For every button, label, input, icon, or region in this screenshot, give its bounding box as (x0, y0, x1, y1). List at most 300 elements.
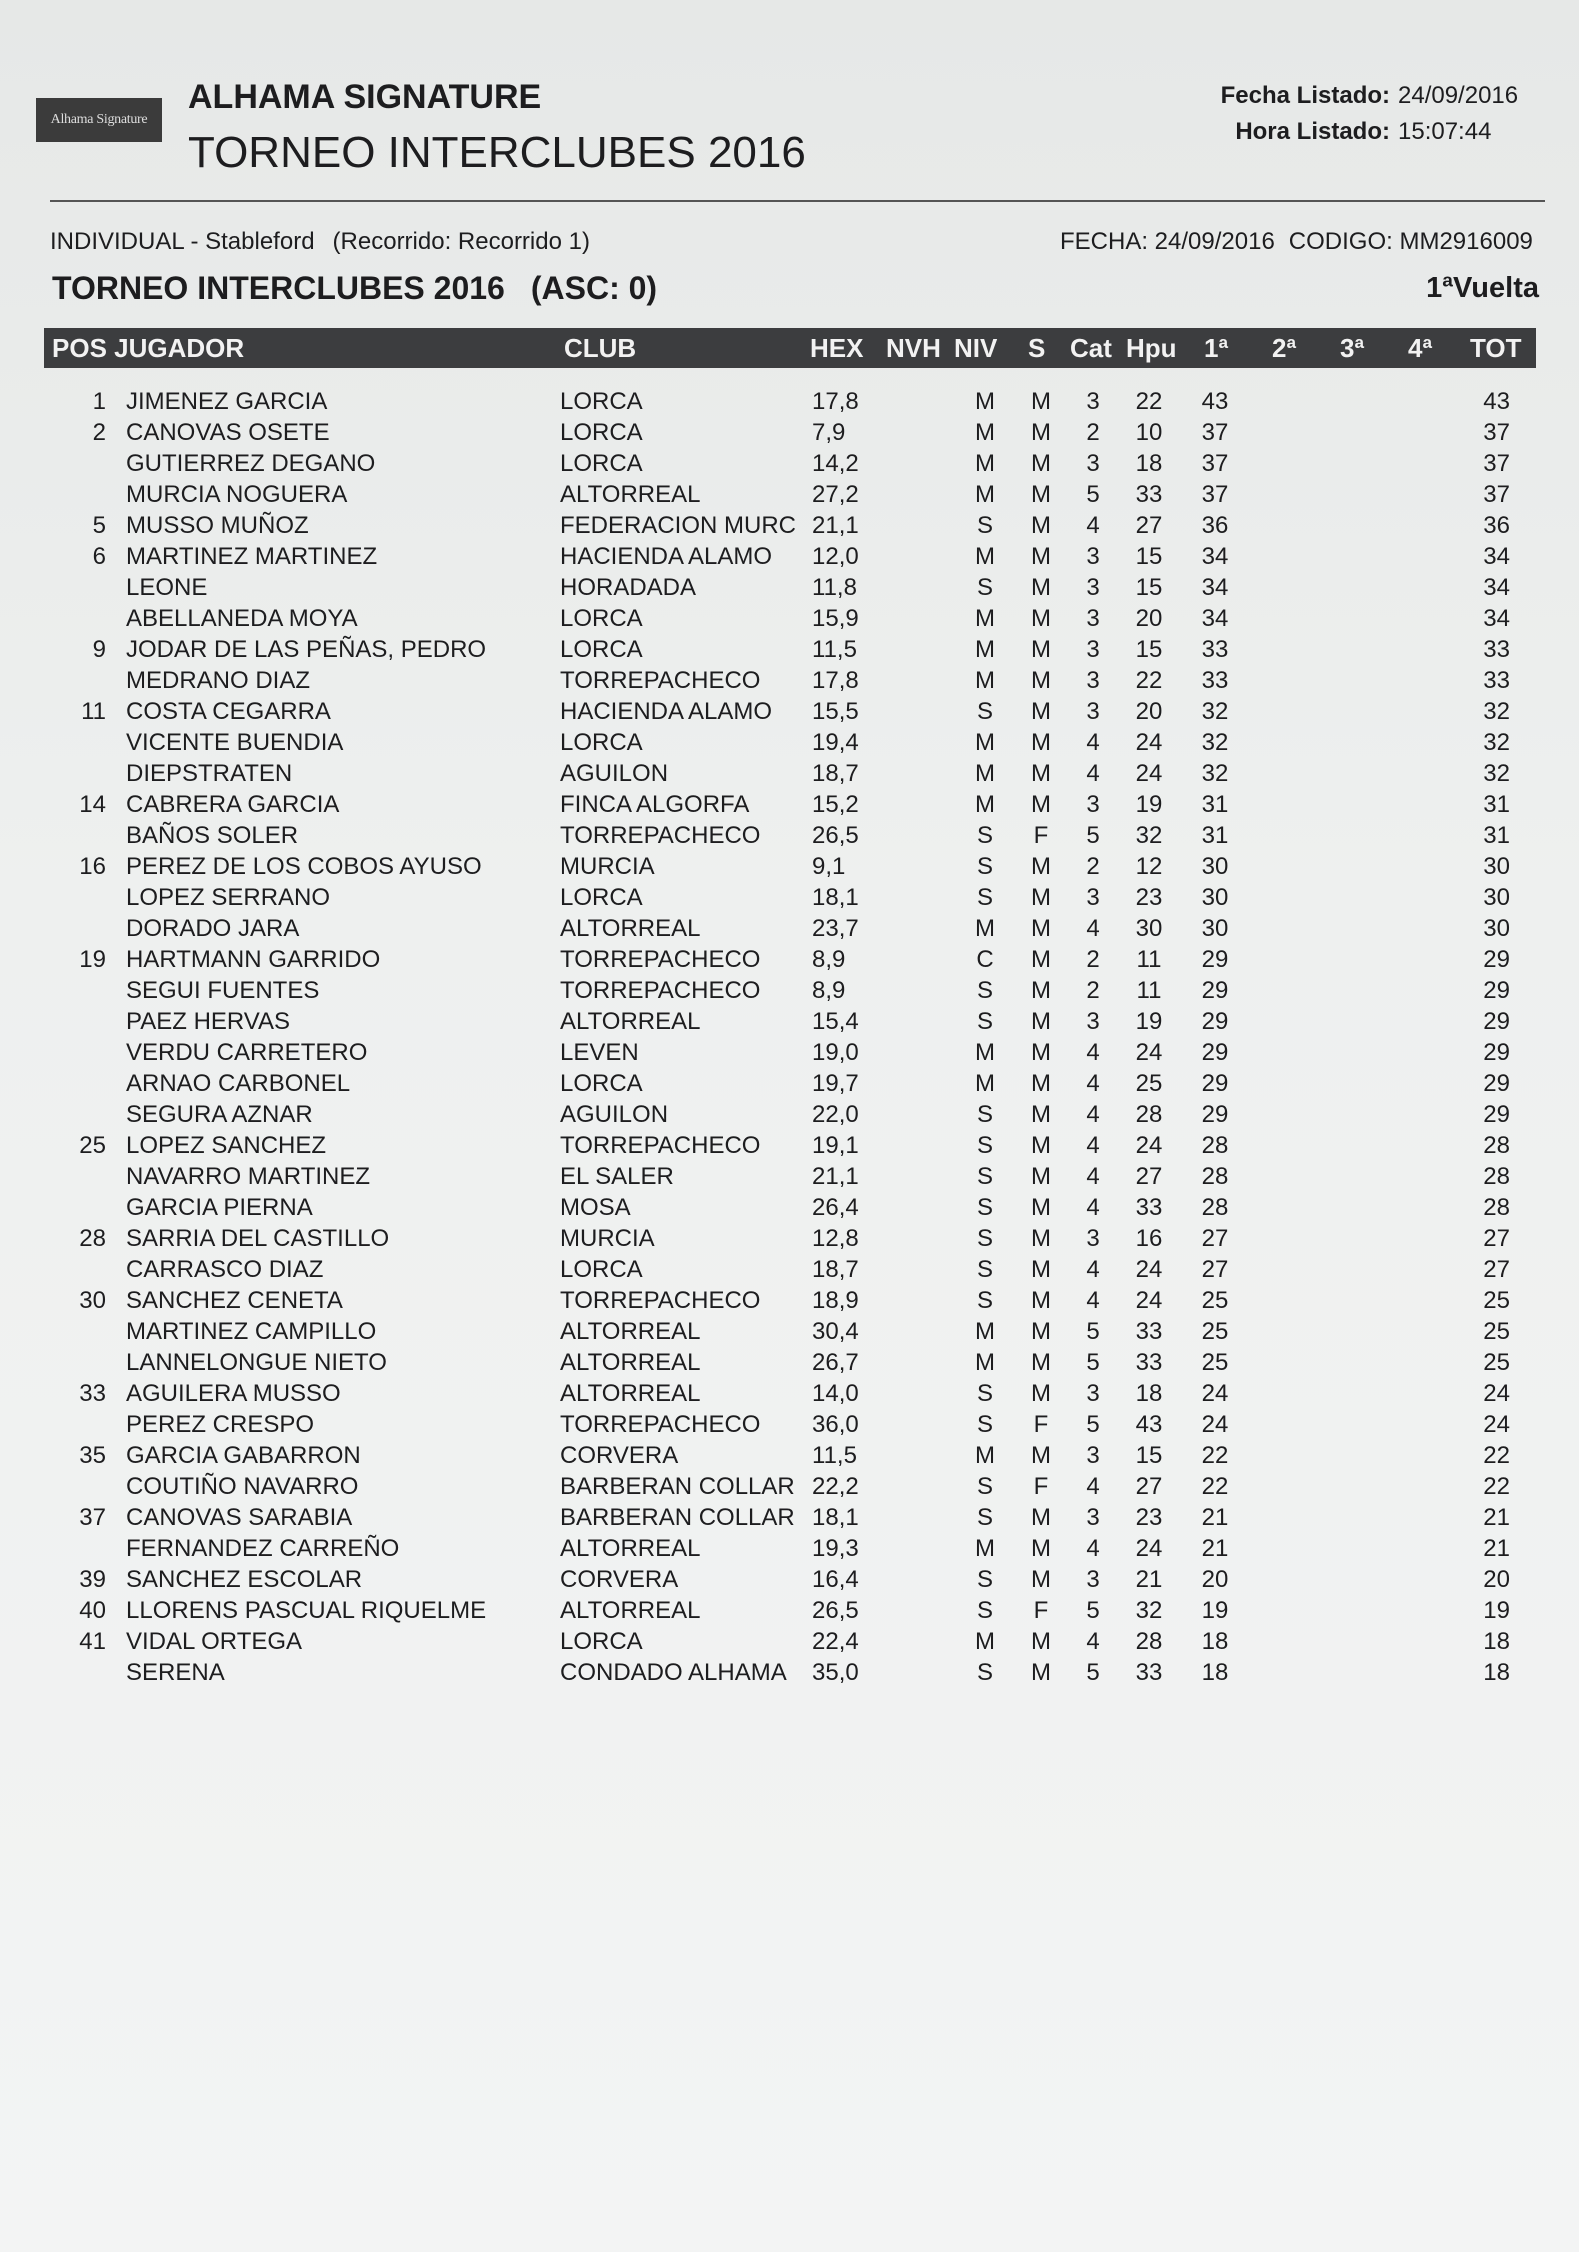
category-cell: 5 (1086, 1349, 1100, 1376)
level-cell: M (975, 419, 995, 446)
playing-handicap-cell: 23 (1135, 1504, 1163, 1531)
col-s: S (1028, 333, 1046, 363)
category-cell: 4 (1086, 1101, 1100, 1128)
round-1-score-cell: 29 (1201, 1101, 1229, 1128)
round-1-score-cell: 37 (1201, 450, 1229, 477)
col-pos-jugador: POS JUGADOR (52, 333, 245, 363)
handicap-exact-cell: 22,0 (812, 1101, 859, 1128)
category-cell: 4 (1086, 1473, 1100, 1500)
handicap-exact-cell: 18,9 (812, 1287, 859, 1314)
sex-cell: M (1031, 1008, 1051, 1035)
category-cell: 4 (1086, 1287, 1100, 1314)
round-1-score-cell: 24 (1201, 1411, 1229, 1438)
level-cell: S (976, 1225, 993, 1252)
sex-cell: M (1031, 791, 1051, 818)
category-cell: 5 (1086, 1659, 1100, 1686)
sex-cell: M (1031, 388, 1051, 415)
total-score-cell: 25 (1483, 1318, 1510, 1345)
player-name-cell: BAÑOS SOLER (126, 822, 299, 849)
total-score-cell: 32 (1483, 698, 1510, 725)
results-table (0, 388, 1579, 1690)
handicap-exact-cell: 36,0 (812, 1411, 859, 1438)
handicap-exact-cell: 17,8 (812, 667, 859, 694)
handicap-exact-cell: 16,4 (812, 1566, 859, 1593)
total-score-cell: 29 (1483, 1039, 1510, 1066)
round-1-score-cell: 43 (1201, 388, 1229, 415)
total-score-cell: 22 (1483, 1473, 1510, 1500)
level-cell: M (975, 450, 995, 477)
total-score-cell: 31 (1483, 822, 1510, 849)
playing-handicap-cell: 24 (1135, 1287, 1163, 1314)
sex-cell: M (1031, 1659, 1051, 1686)
round-1-score-cell: 28 (1201, 1194, 1229, 1221)
table-header (44, 328, 1536, 368)
playing-handicap-cell: 22 (1135, 388, 1163, 415)
club-cell: AGUILON (560, 1101, 669, 1128)
table-row (0, 1504, 1579, 1535)
position-cell: 35 (79, 1442, 106, 1469)
round-1-score-cell: 19 (1201, 1597, 1229, 1624)
sex-cell: M (1031, 915, 1051, 942)
sex-cell: F (1033, 1411, 1049, 1438)
level-cell: S (976, 574, 993, 601)
playing-handicap-cell: 20 (1135, 605, 1163, 632)
total-score-cell: 30 (1483, 853, 1510, 880)
col-round-3: 3ª (1340, 333, 1365, 363)
handicap-exact-cell: 21,1 (812, 1163, 859, 1190)
section-title (52, 270, 657, 307)
round-1-score-cell: 30 (1201, 884, 1229, 911)
player-name-cell: JODAR DE LAS PEÑAS, PEDRO (126, 636, 487, 663)
table-row (0, 667, 1579, 698)
level-cell: M (975, 1535, 995, 1562)
player-name-cell: MARTINEZ MARTINEZ (126, 543, 378, 570)
sex-cell: M (1031, 605, 1051, 632)
level-cell: C (976, 946, 994, 973)
category-cell: 4 (1086, 1535, 1100, 1562)
position-cell: 30 (79, 1287, 106, 1314)
level-cell: S (976, 512, 993, 539)
playing-handicap-cell: 24 (1135, 1256, 1163, 1283)
col-hex: HEX (810, 333, 864, 363)
category-cell: 3 (1086, 1008, 1100, 1035)
handicap-exact-cell: 14,2 (812, 450, 859, 477)
total-score-cell: 32 (1483, 760, 1510, 787)
level-cell: M (975, 1628, 995, 1655)
table-row (0, 760, 1579, 791)
club-cell: TORREPACHECO (560, 1287, 761, 1314)
position-cell: 5 (92, 512, 106, 539)
competition-date (1060, 228, 1533, 256)
total-score-cell: 34 (1483, 605, 1510, 632)
player-name-cell: SERENA (126, 1659, 225, 1686)
total-score-cell: 27 (1483, 1225, 1510, 1252)
level-cell: S (976, 1380, 993, 1407)
handicap-exact-cell: 7,9 (812, 419, 846, 446)
col-round-4: 4ª (1408, 333, 1433, 363)
table-row (0, 512, 1579, 543)
player-name-cell: LEONE (126, 574, 208, 601)
club-cell: LEVEN (560, 1039, 639, 1066)
category-cell: 3 (1086, 450, 1100, 477)
player-name-cell: LANNELONGUE NIETO (126, 1349, 387, 1376)
club-cell: CONDADO ALHAMA (560, 1659, 787, 1686)
total-score-cell: 30 (1483, 915, 1510, 942)
player-name-cell: MUSSO MUÑOZ (126, 512, 309, 539)
table-row (0, 1132, 1579, 1163)
level-cell: S (976, 1566, 993, 1593)
table-row (0, 543, 1579, 574)
handicap-exact-cell: 21,1 (812, 512, 859, 539)
total-score-cell: 37 (1483, 450, 1510, 477)
club-cell: BARBERAN COLLAR (560, 1504, 795, 1531)
total-score-cell: 18 (1483, 1628, 1510, 1655)
player-name-cell: CARRASCO DIAZ (126, 1256, 324, 1283)
level-cell: S (976, 1008, 993, 1035)
category-cell: 4 (1086, 1039, 1100, 1066)
sex-cell: M (1031, 1380, 1051, 1407)
handicap-exact-cell: 18,1 (812, 1504, 859, 1531)
asc-text: (ASC: 0) (530, 270, 658, 306)
player-name-cell: PAEZ HERVAS (126, 1008, 291, 1035)
playing-handicap-cell: 22 (1135, 667, 1163, 694)
round-1-score-cell: 21 (1201, 1504, 1229, 1531)
competition-mode (50, 228, 590, 256)
category-cell: 3 (1086, 667, 1100, 694)
player-name-cell: SANCHEZ CENETA (126, 1287, 343, 1314)
position-cell: 39 (79, 1566, 106, 1593)
position-cell: 37 (79, 1504, 106, 1531)
round-1-score-cell: 31 (1201, 822, 1229, 849)
total-score-cell: 21 (1483, 1535, 1510, 1562)
playing-handicap-cell: 32 (1135, 1597, 1163, 1624)
level-cell: S (976, 1163, 993, 1190)
category-cell: 3 (1086, 388, 1100, 415)
round-1-score-cell: 28 (1201, 1132, 1229, 1159)
col-club: CLUB (564, 333, 637, 363)
sex-cell: M (1031, 512, 1051, 539)
sex-cell: M (1031, 1225, 1051, 1252)
round-1-score-cell: 22 (1201, 1442, 1229, 1469)
level-cell: S (976, 1659, 993, 1686)
handicap-exact-cell: 17,8 (812, 388, 859, 415)
category-cell: 5 (1086, 1597, 1100, 1624)
fecha-text: FECHA: 24/09/2016 (1060, 228, 1275, 255)
table-row (0, 1101, 1579, 1132)
position-cell: 40 (79, 1597, 106, 1624)
club-cell: ALTORREAL (560, 1008, 701, 1035)
round-1-score-cell: 29 (1201, 1070, 1229, 1097)
round-1-score-cell: 25 (1201, 1318, 1229, 1345)
playing-handicap-cell: 11 (1136, 946, 1162, 973)
total-score-cell: 43 (1483, 388, 1510, 415)
table-row (0, 1597, 1579, 1628)
position-cell: 25 (79, 1132, 106, 1159)
level-cell: M (975, 1070, 995, 1097)
player-name-cell: VIDAL ORTEGA (126, 1628, 303, 1655)
playing-handicap-cell: 28 (1135, 1628, 1163, 1655)
table-row (0, 1194, 1579, 1225)
club-cell: LORCA (560, 1628, 643, 1655)
playing-handicap-cell: 11 (1136, 977, 1162, 1004)
level-cell: S (976, 1411, 993, 1438)
playing-handicap-cell: 24 (1135, 1535, 1163, 1562)
total-score-cell: 29 (1483, 946, 1510, 973)
section-title-text: TORNEO INTERCLUBES 2016 (52, 270, 505, 306)
level-cell: M (975, 791, 995, 818)
total-score-cell: 36 (1483, 512, 1510, 539)
category-cell: 3 (1086, 698, 1100, 725)
club-cell: LORCA (560, 450, 643, 477)
handicap-exact-cell: 14,0 (812, 1380, 859, 1407)
handicap-exact-cell: 18,7 (812, 760, 859, 787)
player-name-cell: AGUILERA MUSSO (126, 1380, 341, 1407)
table-row (0, 1473, 1579, 1504)
sex-cell: M (1031, 543, 1051, 570)
player-name-cell: DIEPSTRATEN (126, 760, 293, 787)
col-round-1: 1ª (1204, 333, 1229, 363)
handicap-exact-cell: 19,1 (812, 1132, 859, 1159)
club-cell: MOSA (560, 1194, 631, 1221)
player-name-cell: PEREZ CRESPO (126, 1411, 315, 1438)
sex-cell: M (1031, 1163, 1051, 1190)
table-row (0, 946, 1579, 977)
player-name-cell: CABRERA GARCIA (126, 791, 340, 818)
table-row (0, 1566, 1579, 1597)
player-name-cell: GARCIA GABARRON (126, 1442, 361, 1469)
table-row (0, 698, 1579, 729)
total-score-cell: 37 (1483, 419, 1510, 446)
position-cell: 11 (81, 698, 106, 725)
club-cell: BARBERAN COLLAR (560, 1473, 795, 1500)
playing-handicap-cell: 15 (1135, 574, 1163, 601)
handicap-exact-cell: 15,5 (812, 698, 859, 725)
level-cell: M (975, 481, 995, 508)
playing-handicap-cell: 25 (1135, 1070, 1163, 1097)
player-name-cell: COSTA CEGARRA (126, 698, 331, 725)
playing-handicap-cell: 19 (1135, 1008, 1163, 1035)
club-cell: ALTORREAL (560, 481, 701, 508)
handicap-exact-cell: 26,4 (812, 1194, 859, 1221)
playing-handicap-cell: 28 (1135, 1101, 1163, 1128)
table-row (0, 884, 1579, 915)
round-1-score-cell: 37 (1201, 481, 1229, 508)
table-row (0, 1163, 1579, 1194)
table-row (0, 1411, 1579, 1442)
category-cell: 4 (1086, 1070, 1100, 1097)
sex-cell: M (1031, 946, 1051, 973)
sex-cell: M (1031, 698, 1051, 725)
playing-handicap-cell: 21 (1135, 1566, 1163, 1593)
club-cell: MURCIA (560, 1225, 655, 1252)
level-cell: M (975, 1039, 995, 1066)
player-name-cell: SANCHEZ ESCOLAR (126, 1566, 363, 1593)
club-cell: FINCA ALGORFA (560, 791, 750, 818)
club-cell: AGUILON (560, 760, 669, 787)
playing-handicap-cell: 16 (1135, 1225, 1163, 1252)
col-niv: NIV (954, 333, 998, 363)
handicap-exact-cell: 18,1 (812, 884, 859, 911)
playing-handicap-cell: 18 (1135, 450, 1163, 477)
round-1-score-cell: 30 (1201, 853, 1229, 880)
category-cell: 3 (1086, 884, 1100, 911)
player-name-cell: VICENTE BUENDIA (126, 729, 344, 756)
club-cell: ALTORREAL (560, 1380, 701, 1407)
player-name-cell: GARCIA PIERNA (126, 1194, 313, 1221)
category-cell: 4 (1086, 729, 1100, 756)
player-name-cell: SEGUI FUENTES (126, 977, 320, 1004)
sex-cell: M (1031, 1628, 1051, 1655)
total-score-cell: 24 (1483, 1411, 1510, 1438)
sex-cell: F (1033, 1597, 1049, 1624)
category-cell: 3 (1086, 543, 1100, 570)
level-cell: S (976, 822, 993, 849)
player-name-cell: ABELLANEDA MOYA (126, 605, 358, 632)
table-row (0, 853, 1579, 884)
category-cell: 4 (1086, 915, 1100, 942)
level-cell: M (975, 667, 995, 694)
table-row (0, 388, 1579, 419)
handicap-exact-cell: 15,9 (812, 605, 859, 632)
club-cell: ALTORREAL (560, 1318, 701, 1345)
round-1-score-cell: 20 (1201, 1566, 1229, 1593)
sex-cell: M (1031, 1535, 1051, 1562)
fecha-listado-value: 24/09/2016 (1398, 82, 1519, 109)
total-score-cell: 31 (1483, 791, 1510, 818)
round-1-score-cell: 18 (1201, 1659, 1229, 1686)
round-1-score-cell: 33 (1201, 667, 1229, 694)
table-row (0, 1380, 1579, 1411)
category-cell: 5 (1086, 1318, 1100, 1345)
category-cell: 3 (1086, 1225, 1100, 1252)
sex-cell: F (1033, 822, 1049, 849)
level-cell: M (975, 605, 995, 632)
category-cell: 3 (1086, 791, 1100, 818)
header-divider (50, 200, 1545, 202)
category-cell: 5 (1086, 1411, 1100, 1438)
sex-cell: M (1031, 1566, 1051, 1593)
round-1-score-cell: 21 (1201, 1535, 1229, 1562)
col-nvh: NVH (886, 333, 941, 363)
table-row (0, 1659, 1579, 1690)
category-cell: 3 (1086, 1504, 1100, 1531)
table-row (0, 791, 1579, 822)
table-row (0, 1287, 1579, 1318)
table-row (0, 481, 1579, 512)
handicap-exact-cell: 8,9 (812, 946, 846, 973)
total-score-cell: 30 (1483, 884, 1510, 911)
sex-cell: M (1031, 1349, 1051, 1376)
category-cell: 3 (1086, 605, 1100, 632)
handicap-exact-cell: 9,1 (812, 853, 846, 880)
category-cell: 3 (1086, 636, 1100, 663)
position-cell: 1 (92, 388, 106, 415)
total-score-cell: 28 (1483, 1194, 1510, 1221)
round-1-score-cell: 37 (1201, 419, 1229, 446)
category-cell: 4 (1086, 1132, 1100, 1159)
club-cell: EL SALER (560, 1163, 674, 1190)
club-cell: TORREPACHECO (560, 822, 761, 849)
player-name-cell: FERNANDEZ CARREÑO (126, 1535, 400, 1562)
club-cell: HACIENDA ALAMO (560, 543, 773, 570)
playing-handicap-cell: 15 (1135, 636, 1163, 663)
handicap-exact-cell: 11,5 (812, 1442, 857, 1469)
level-cell: M (975, 1318, 995, 1345)
round-1-score-cell: 32 (1201, 760, 1229, 787)
total-score-cell: 32 (1483, 729, 1510, 756)
table-row (0, 419, 1579, 450)
position-cell: 28 (79, 1225, 106, 1252)
level-cell: S (976, 1256, 993, 1283)
handicap-exact-cell: 22,4 (812, 1628, 859, 1655)
handicap-exact-cell: 12,0 (812, 543, 859, 570)
club-cell: LORCA (560, 605, 643, 632)
handicap-exact-cell: 23,7 (812, 915, 859, 942)
level-cell: S (976, 1194, 993, 1221)
category-cell: 4 (1086, 512, 1100, 539)
level-cell: S (976, 1101, 993, 1128)
sex-cell: M (1031, 729, 1051, 756)
player-name-cell: VERDU CARRETERO (126, 1039, 368, 1066)
round-1-score-cell: 33 (1201, 636, 1229, 663)
playing-handicap-cell: 24 (1135, 760, 1163, 787)
round-1-score-cell: 32 (1201, 729, 1229, 756)
playing-handicap-cell: 23 (1135, 884, 1163, 911)
level-cell: M (975, 729, 995, 756)
category-cell: 3 (1086, 1442, 1100, 1469)
level-cell: M (975, 636, 995, 663)
category-cell: 4 (1086, 760, 1100, 787)
club-cell: ALTORREAL (560, 1597, 701, 1624)
total-score-cell: 18 (1483, 1659, 1510, 1686)
handicap-exact-cell: 26,5 (812, 822, 859, 849)
position-cell: 2 (92, 419, 106, 446)
total-score-cell: 25 (1483, 1287, 1510, 1314)
total-score-cell: 27 (1483, 1256, 1510, 1283)
round-1-score-cell: 29 (1201, 977, 1229, 1004)
round-1-score-cell: 24 (1201, 1380, 1229, 1407)
total-score-cell: 20 (1483, 1566, 1510, 1593)
club-cell: LORCA (560, 884, 643, 911)
table-row (0, 1225, 1579, 1256)
mode-text: INDIVIDUAL - Stableford (50, 228, 315, 255)
codigo-text: CODIGO: MM2916009 (1288, 228, 1533, 255)
player-name-cell: SARRIA DEL CASTILLO (126, 1225, 390, 1252)
playing-handicap-cell: 33 (1135, 481, 1163, 508)
handicap-exact-cell: 26,7 (812, 1349, 859, 1376)
sex-cell: M (1031, 481, 1051, 508)
level-cell: S (976, 1504, 993, 1531)
table-row (0, 822, 1579, 853)
handicap-exact-cell: 15,2 (812, 791, 859, 818)
sex-cell: M (1031, 1070, 1051, 1097)
club-cell: HORADADA (560, 574, 697, 601)
club-cell: LORCA (560, 1070, 643, 1097)
col-cat: Cat (1070, 333, 1112, 363)
club-cell: ALTORREAL (560, 915, 701, 942)
sex-cell: M (1031, 1101, 1051, 1128)
category-cell: 5 (1086, 481, 1100, 508)
sex-cell: F (1033, 1473, 1049, 1500)
handicap-exact-cell: 30,4 (812, 1318, 859, 1345)
recorrido-text: (Recorrido: Recorrido 1) (332, 228, 590, 255)
playing-handicap-cell: 12 (1135, 853, 1163, 880)
playing-handicap-cell: 27 (1135, 1163, 1163, 1190)
level-cell: S (976, 884, 993, 911)
player-name-cell: HARTMANN GARRIDO (126, 946, 381, 973)
playing-handicap-cell: 15 (1135, 1442, 1163, 1469)
round-1-score-cell: 25 (1201, 1349, 1229, 1376)
